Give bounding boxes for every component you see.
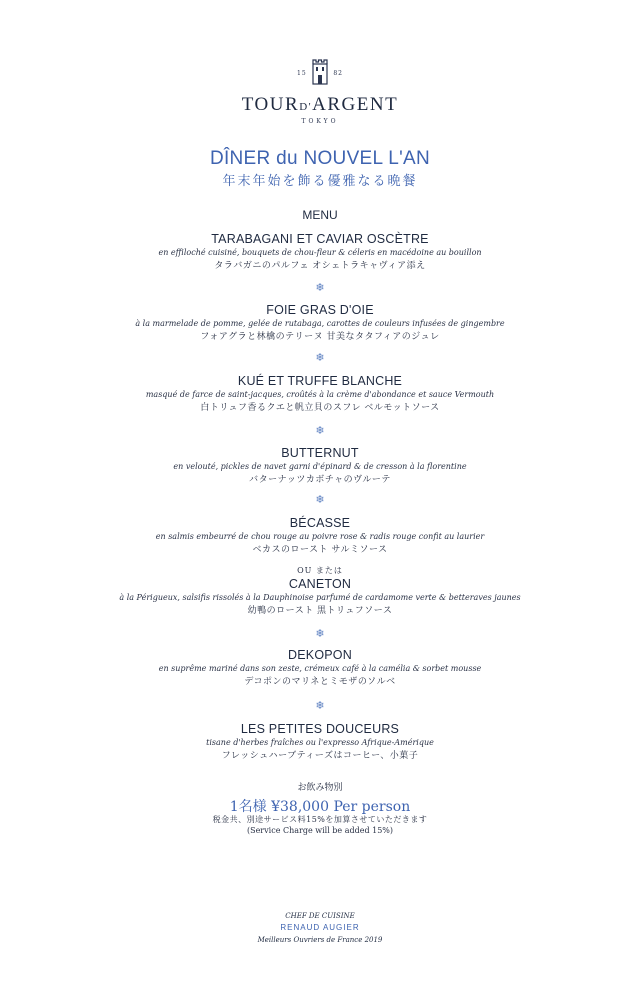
dish-name: FOIE GRAS D'OIE bbox=[266, 303, 374, 317]
dish-description-fr: en suprême mariné dans son zeste, crémeux café à la camélia & sorbet mousse bbox=[158, 664, 482, 673]
restaurant-logo bbox=[0, 58, 640, 125]
dish-name: DEKOPON bbox=[288, 648, 352, 662]
dish-description-jp: タラバガニのパルフェ オシェトラキャヴィア添え bbox=[214, 261, 426, 271]
snowflake-icon: ❄ bbox=[315, 424, 325, 437]
drinks-note: お飲み物別 bbox=[297, 783, 343, 793]
dish-item bbox=[0, 516, 640, 555]
brand-part-1: TOUR bbox=[241, 94, 300, 115]
dish-name: BUTTERNUT bbox=[281, 446, 359, 460]
dish-description-fr: en salmis embeurré de chou rouge au poivre rose & radis rouge confit au laurier bbox=[155, 532, 485, 541]
dish-item bbox=[0, 303, 640, 342]
logo-year-left: 15 bbox=[297, 70, 307, 77]
menu-subtitle: 年末年始を飾る優雅なる晩餐 bbox=[222, 174, 418, 189]
dish-description-jp: バターナッツカボチャのヴルーテ bbox=[249, 475, 391, 485]
dish-name: LES PETITES DOUCEURS bbox=[240, 722, 400, 736]
brand-city: TOKYO bbox=[301, 118, 339, 125]
dish-description-fr: en effiloché cuisiné, bouquets de chou-fleur & céleris en macédoine au bouillon bbox=[158, 248, 482, 257]
dish-item bbox=[0, 577, 640, 616]
brand-part-3: ARGENT bbox=[312, 94, 399, 115]
chef-role: CHEF DE CUISINE bbox=[285, 912, 355, 920]
brand-part-2: D' bbox=[299, 101, 313, 113]
dish-description-jp: フレッシュハーブティーズはコーヒー、小菓子 bbox=[221, 751, 419, 761]
menu-title: DÎNER du NOUVEL L'AN bbox=[209, 148, 431, 169]
logo-year-right: 82 bbox=[333, 70, 343, 77]
tower-icon bbox=[310, 58, 330, 86]
snowflake-icon: ❄ bbox=[315, 281, 325, 294]
dish-description-jp: デコポンのマリネとミモザのソルベ bbox=[244, 677, 396, 687]
snowflake-icon: ❄ bbox=[315, 351, 325, 364]
menu-heading: MENU bbox=[302, 208, 338, 222]
tax-note: 税金共、別途サービス料15%を加算させていただきます bbox=[212, 815, 428, 824]
dish-description-fr: à la marmelade de pomme, gelée de rutabaga, carottes de couleurs infusées de gingembre bbox=[135, 319, 505, 328]
snowflake-icon: ❄ bbox=[315, 493, 325, 506]
dish-item bbox=[0, 648, 640, 687]
dish-description-jp: ベカスのロースト サルミソース bbox=[252, 545, 388, 555]
dish-description-fr: masqué de farce de saint-jacques, croûtés à la crème d'abondance et sauce Vermouth bbox=[145, 390, 495, 399]
dish-name: CANETON bbox=[288, 577, 352, 591]
dish-name: TARABAGANI ET CAVIAR OSCÈTRE bbox=[211, 232, 429, 246]
dish-name: BÉCASSE bbox=[289, 516, 351, 530]
dish-description-fr: tisane d'herbes fraîches ou l'expresso Afrique-Amérique bbox=[206, 738, 434, 747]
snowflake-icon: ❄ bbox=[315, 699, 325, 712]
dish-item bbox=[0, 446, 640, 485]
dish-item bbox=[0, 722, 640, 761]
chef-name: RENAUD AUGIER bbox=[280, 923, 360, 932]
or-label: OU または bbox=[297, 566, 343, 575]
tower-crest-icon bbox=[297, 58, 343, 88]
dish-name: KUÉ ET TRUFFE BLANCHE bbox=[237, 374, 403, 388]
dish-description-jp: 白トリュフ香るクエと帆立貝のスフレ ベルモットソース bbox=[200, 403, 440, 413]
dish-description-fr: à la Périgueux, salsifis rissolés à la Dauphinoise parfumé de cardamome verte & betteraves jaunes bbox=[119, 593, 521, 602]
service-charge-note: (Service Charge will be added 15%) bbox=[246, 826, 394, 835]
dish-description-fr: en velouté, pickles de navet garni d'épinard & de cresson à la florentine bbox=[173, 462, 467, 471]
snowflake-icon: ❄ bbox=[315, 627, 325, 640]
dish-description-jp: フォアグラと林檎のテリーヌ 甘美なタタフィアのジュレ bbox=[200, 332, 440, 342]
dish-item bbox=[0, 232, 640, 271]
dish-item bbox=[0, 374, 640, 413]
brand-name bbox=[0, 94, 640, 116]
chef-title: Meilleurs Ouvriers de France 2019 bbox=[257, 936, 383, 944]
price: 1名様 ¥38,000 Per person bbox=[229, 799, 411, 815]
dish-description-jp: 幼鴨のロースト 黒トリュフソース bbox=[247, 606, 393, 616]
